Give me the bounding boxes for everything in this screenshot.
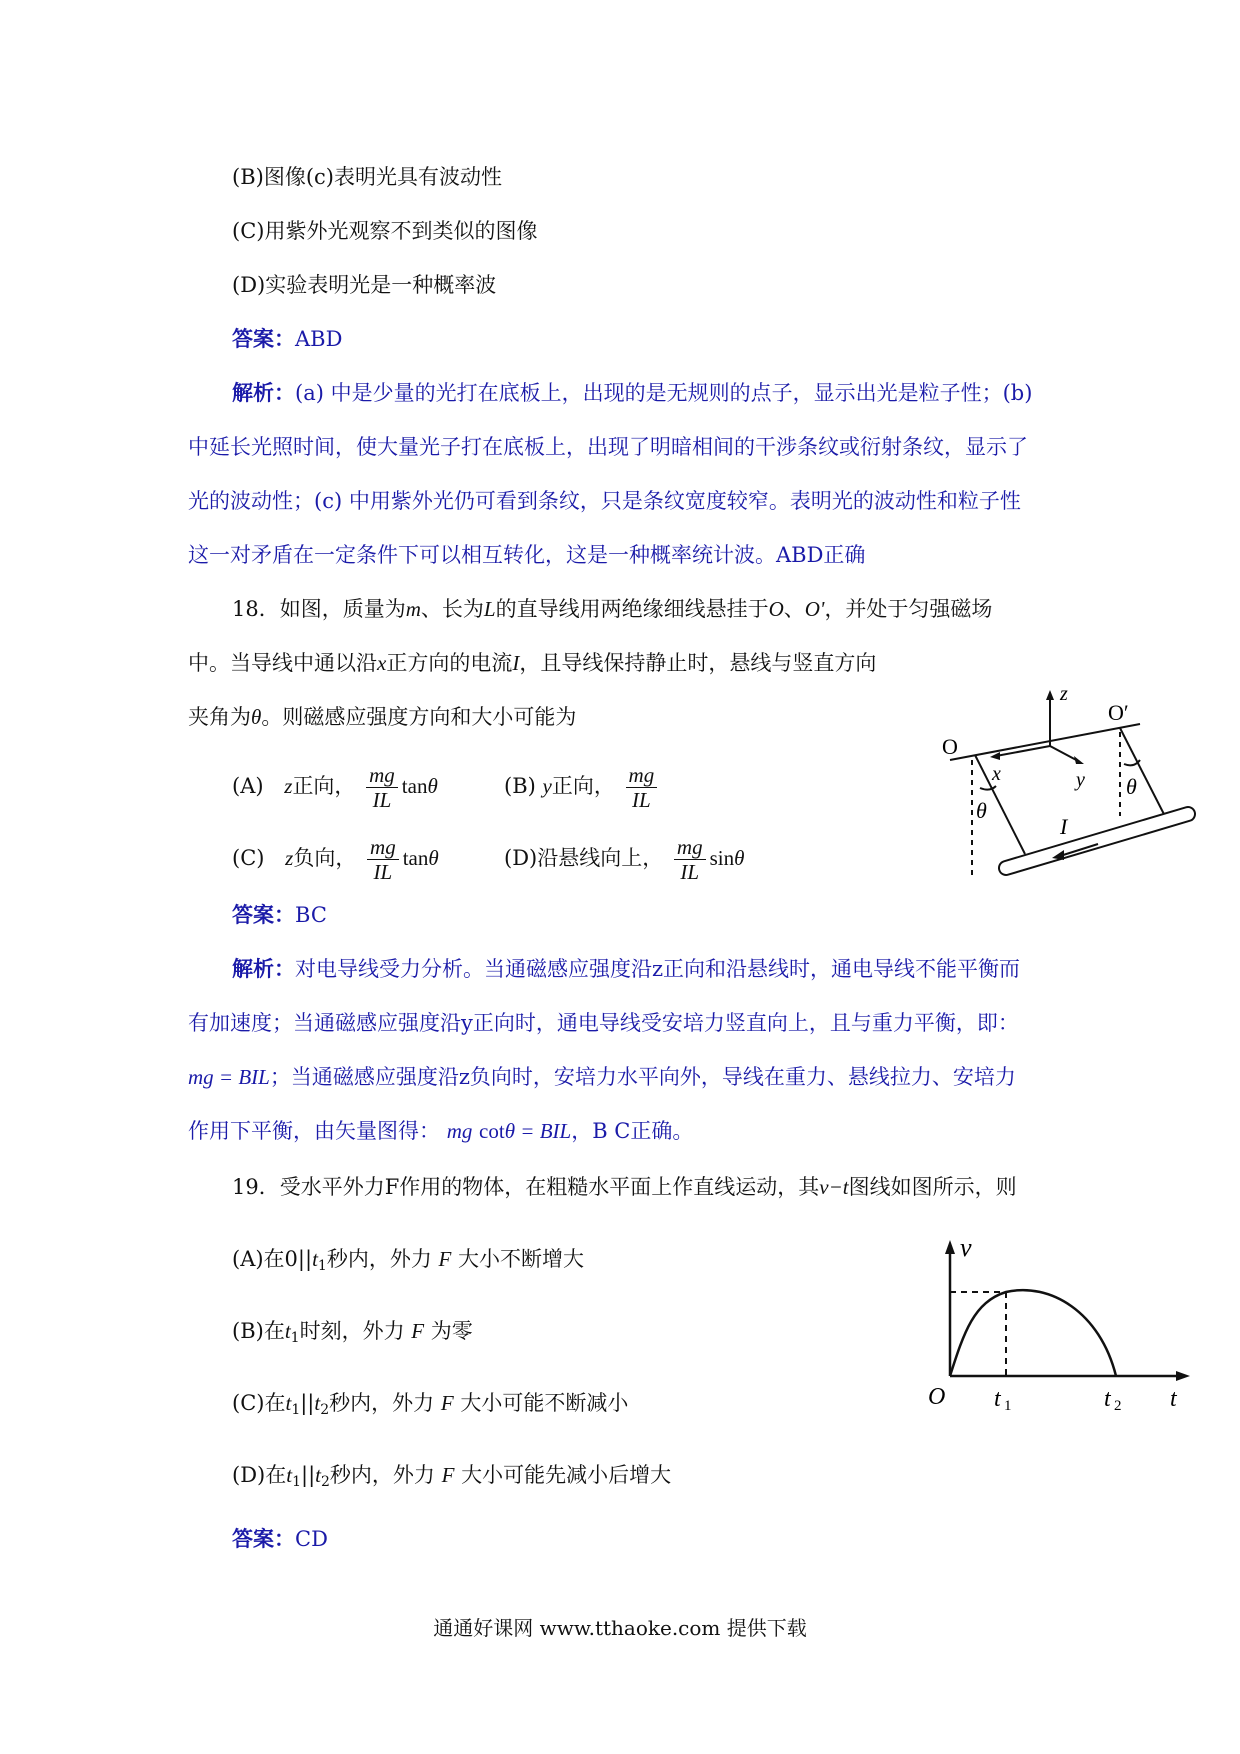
option-text: 秒内，外力: [326, 1247, 432, 1271]
option-text: 为零: [430, 1319, 473, 1343]
q18-stem-line-1: [232, 594, 992, 624]
sin-function: sin: [709, 846, 735, 870]
option-text: 大小可能先减小后增大: [461, 1463, 672, 1487]
q19-answer: [232, 1524, 328, 1554]
option-text: (B)在: [232, 1319, 285, 1343]
q18-stem-line-3: [188, 702, 576, 732]
stem-text: ，并处于匀强磁场: [824, 597, 993, 621]
q18-analysis-line-2: 有加速度；当通磁感应强度沿y正向时，通电导线受安培力竖直向上，且与重力平衡，即：: [188, 1011, 1019, 1035]
fig-label-t1: t: [994, 1386, 1001, 1412]
option-text: 大小不断增大: [458, 1247, 585, 1271]
analysis-text: ，B C正确。: [571, 1119, 694, 1143]
q18-stem-line-2: [188, 648, 876, 678]
q18-option-c: [232, 828, 439, 888]
analysis-text: 作用下平衡，由矢量图得：: [188, 1119, 440, 1143]
fig-label-origin: O: [928, 1384, 946, 1410]
symbol-i: I: [512, 651, 520, 675]
option-c-direction: 负向，: [293, 846, 357, 870]
q17-analysis-line-3: 光的波动性；(c) 中用紫外光仍可看到条纹，只是条纹宽度较窄。表明光的波动性和粒子性: [188, 489, 1021, 513]
v-axis-arrowhead: [945, 1240, 955, 1254]
symbol-t: t: [284, 1319, 291, 1343]
option-c-fraction: [367, 835, 399, 884]
separator: ||: [301, 1463, 316, 1487]
symbol-t: t: [312, 1247, 318, 1271]
option-c-label: (C): [232, 846, 265, 870]
q19-option-b: [232, 1316, 473, 1353]
top-bar-line: [950, 724, 1140, 760]
stem-text: 正方向的电流: [386, 651, 513, 675]
q19-option-a: [232, 1244, 584, 1281]
stem-text: 。则磁感应强度方向和大小可能为: [261, 705, 577, 729]
y-arrowhead: [1074, 756, 1084, 764]
stem-text: 中。当导线中通以沿: [188, 651, 377, 675]
equation-mg: mg: [446, 1119, 473, 1143]
z-arrowhead: [1046, 690, 1054, 700]
analysis-label: 解析：: [232, 380, 295, 405]
answer-label: 答案：: [232, 1526, 295, 1551]
q18-analysis-line-4: [188, 1116, 693, 1146]
answer-value: BC: [295, 903, 327, 927]
symbol-theta: θ: [734, 846, 745, 870]
page-footer: 通通好课网 www.tthaoke.com 提供下载: [433, 1616, 807, 1640]
fraction-numerator: mg: [367, 835, 399, 860]
q19-option-c: [232, 1388, 628, 1425]
fig-label-x: x: [992, 763, 1001, 785]
x-arrowhead: [990, 752, 1000, 760]
symbol-x: x: [377, 651, 387, 675]
q18-options-row-1: [232, 756, 438, 816]
answer-value: ABD: [295, 327, 343, 351]
tan-function: tan: [401, 774, 428, 798]
q18-option-d: [504, 828, 744, 888]
analysis-label: 解析：: [232, 956, 295, 981]
subscript: 1: [292, 1474, 301, 1490]
stem-text: 夹角为: [188, 705, 251, 729]
q17-answer: [232, 324, 342, 354]
option-a-axis: z: [284, 774, 293, 798]
option-text: (A)在0: [232, 1247, 298, 1271]
symbol-theta: θ: [251, 705, 262, 729]
symbol-m: m: [405, 597, 421, 621]
stem-text: 图线如图所示，则: [848, 1175, 1017, 1199]
answer-value: CD: [295, 1527, 328, 1551]
subscript: 1: [317, 1258, 327, 1274]
option-b-fraction: [626, 763, 658, 812]
q18-answer: [232, 900, 327, 930]
symbol-f: F: [411, 1319, 425, 1343]
fraction-numerator: mg: [366, 763, 398, 788]
symbol-t: t: [286, 1463, 293, 1487]
q17-analysis-line-1: [232, 378, 1032, 408]
symbol-t: t: [315, 1463, 321, 1487]
symbol-theta: θ: [428, 846, 439, 870]
q18-option-b: [504, 756, 661, 816]
symbol-l: L: [483, 597, 496, 621]
fig-label-t1-subscript: 1: [1004, 1398, 1012, 1412]
q17-option-d: (D)实验表明光是一种概率波: [232, 273, 497, 297]
equation-theta-bil: θ = BIL: [504, 1119, 572, 1143]
answer-label: 答案：: [232, 902, 295, 927]
option-b-axis: y: [542, 774, 552, 798]
option-c-axis: z: [285, 846, 294, 870]
q18-wire-diagram: [940, 688, 1210, 888]
option-text: 秒内，外力: [329, 1463, 435, 1487]
stem-text: 的直导线用两绝缘细线悬挂于: [495, 597, 769, 621]
fig-label-t2: t: [1104, 1386, 1111, 1412]
fraction-numerator: mg: [674, 835, 706, 860]
fraction-numerator: mg: [626, 763, 658, 788]
q17-analysis-line-2: 中延长光照时间，使大量光子打在底板上，出现了明暗相间的干涉条纹或衍射条纹，显示了: [188, 435, 1028, 459]
symbol-o-prime: O': [804, 597, 825, 621]
fraction-denominator: IL: [632, 788, 651, 812]
symbol-v-t: v−t: [819, 1175, 849, 1199]
option-a-fraction: [366, 763, 398, 812]
subscript: 1: [291, 1402, 301, 1418]
q19-stem: [232, 1172, 1017, 1202]
stem-text: 19．受水平外力F作用的物体，在粗糙水平面上作直线运动，其: [232, 1175, 820, 1199]
symbol-theta: θ: [427, 774, 438, 798]
stem-text: ，且导线保持静止时，悬线与竖直方向: [519, 651, 877, 675]
velocity-curve: [950, 1290, 1116, 1376]
option-b-label: (B): [504, 774, 536, 798]
fig-label-z: z: [1060, 688, 1068, 705]
symbol-f: F: [440, 1391, 454, 1415]
subscript: 2: [320, 1402, 330, 1418]
fraction-denominator: IL: [372, 788, 392, 812]
symbol-f: F: [438, 1247, 452, 1271]
fraction-denominator: IL: [373, 860, 393, 884]
subscript: 1: [290, 1330, 300, 1346]
option-a-direction: 正向，: [292, 774, 356, 798]
q17-option-c: (C)用紫外光观察不到类似的图像: [232, 219, 538, 243]
answer-label: 答案：: [232, 326, 295, 351]
rod: [1006, 814, 1188, 868]
option-b-direction: 正向，: [551, 774, 615, 798]
symbol-o: O: [768, 597, 784, 621]
q19-option-d: [232, 1460, 671, 1497]
stem-text: 、长为: [420, 597, 484, 621]
q19-vt-graph: [920, 1232, 1200, 1412]
tan-function: tan: [402, 846, 429, 870]
fig-label-o: O: [942, 734, 958, 759]
t-axis-arrowhead: [1176, 1371, 1190, 1381]
option-d-fraction: [674, 835, 706, 884]
separator: ||: [297, 1247, 313, 1271]
subscript: 2: [321, 1474, 330, 1490]
fig-label-y: y: [1076, 769, 1085, 791]
option-text: 时刻，外力: [299, 1319, 405, 1343]
analysis-text: ；当通磁感应强度沿z负向时，安培力水平向外，导线在重力、悬线拉力、安培力: [269, 1065, 1016, 1089]
option-a-label: (A): [232, 774, 264, 798]
fig-label-v: v: [960, 1233, 972, 1262]
q18-analysis-line-3: [188, 1062, 1016, 1092]
stem-text: 18．如图，质量为: [232, 597, 406, 621]
x-axis-line: [996, 746, 1050, 756]
fig-label-t: t: [1170, 1386, 1177, 1412]
option-text: (C)在: [232, 1391, 286, 1415]
option-text: 秒内，外力: [329, 1391, 435, 1415]
separator: 、: [783, 597, 805, 621]
q17-option-b: (B)图像(c)表明光具有波动性: [232, 165, 502, 189]
symbol-f: F: [441, 1463, 455, 1487]
equation-mg-bil: mg = BIL: [188, 1065, 270, 1089]
fig-label-t2-subscript: 2: [1114, 1398, 1122, 1412]
cot-function: cot: [479, 1119, 505, 1143]
fraction-denominator: IL: [680, 860, 700, 884]
left-angle-arc: [980, 786, 996, 790]
analysis-text: (a) 中是少量的光打在底板上，出现的是无规则的点子，显示出光是粒子性；(b): [295, 381, 1033, 405]
analysis-text: 对电导线受力分析。当通磁感应强度沿z正向和沿悬线时，通电导线不能平衡而: [295, 957, 1021, 981]
separator: ||: [300, 1391, 315, 1415]
option-text: (D)在: [232, 1463, 287, 1487]
option-text: 大小可能不断减小: [460, 1391, 629, 1415]
symbol-t: t: [285, 1391, 292, 1415]
q17-analysis-line-4: 这一对矛盾在一定条件下可以相互转化，这是一种概率统计波。ABD正确: [188, 543, 866, 567]
option-d-label: (D)沿悬线向上，: [504, 846, 664, 870]
fig-label-theta-left: θ: [976, 798, 987, 823]
q18-analysis-line-1: [232, 954, 1020, 984]
fig-label-current: I: [1060, 814, 1068, 839]
fig-label-theta-right: θ: [1126, 774, 1137, 799]
symbol-t: t: [314, 1391, 321, 1415]
fig-label-o-prime: O′: [1108, 700, 1129, 725]
